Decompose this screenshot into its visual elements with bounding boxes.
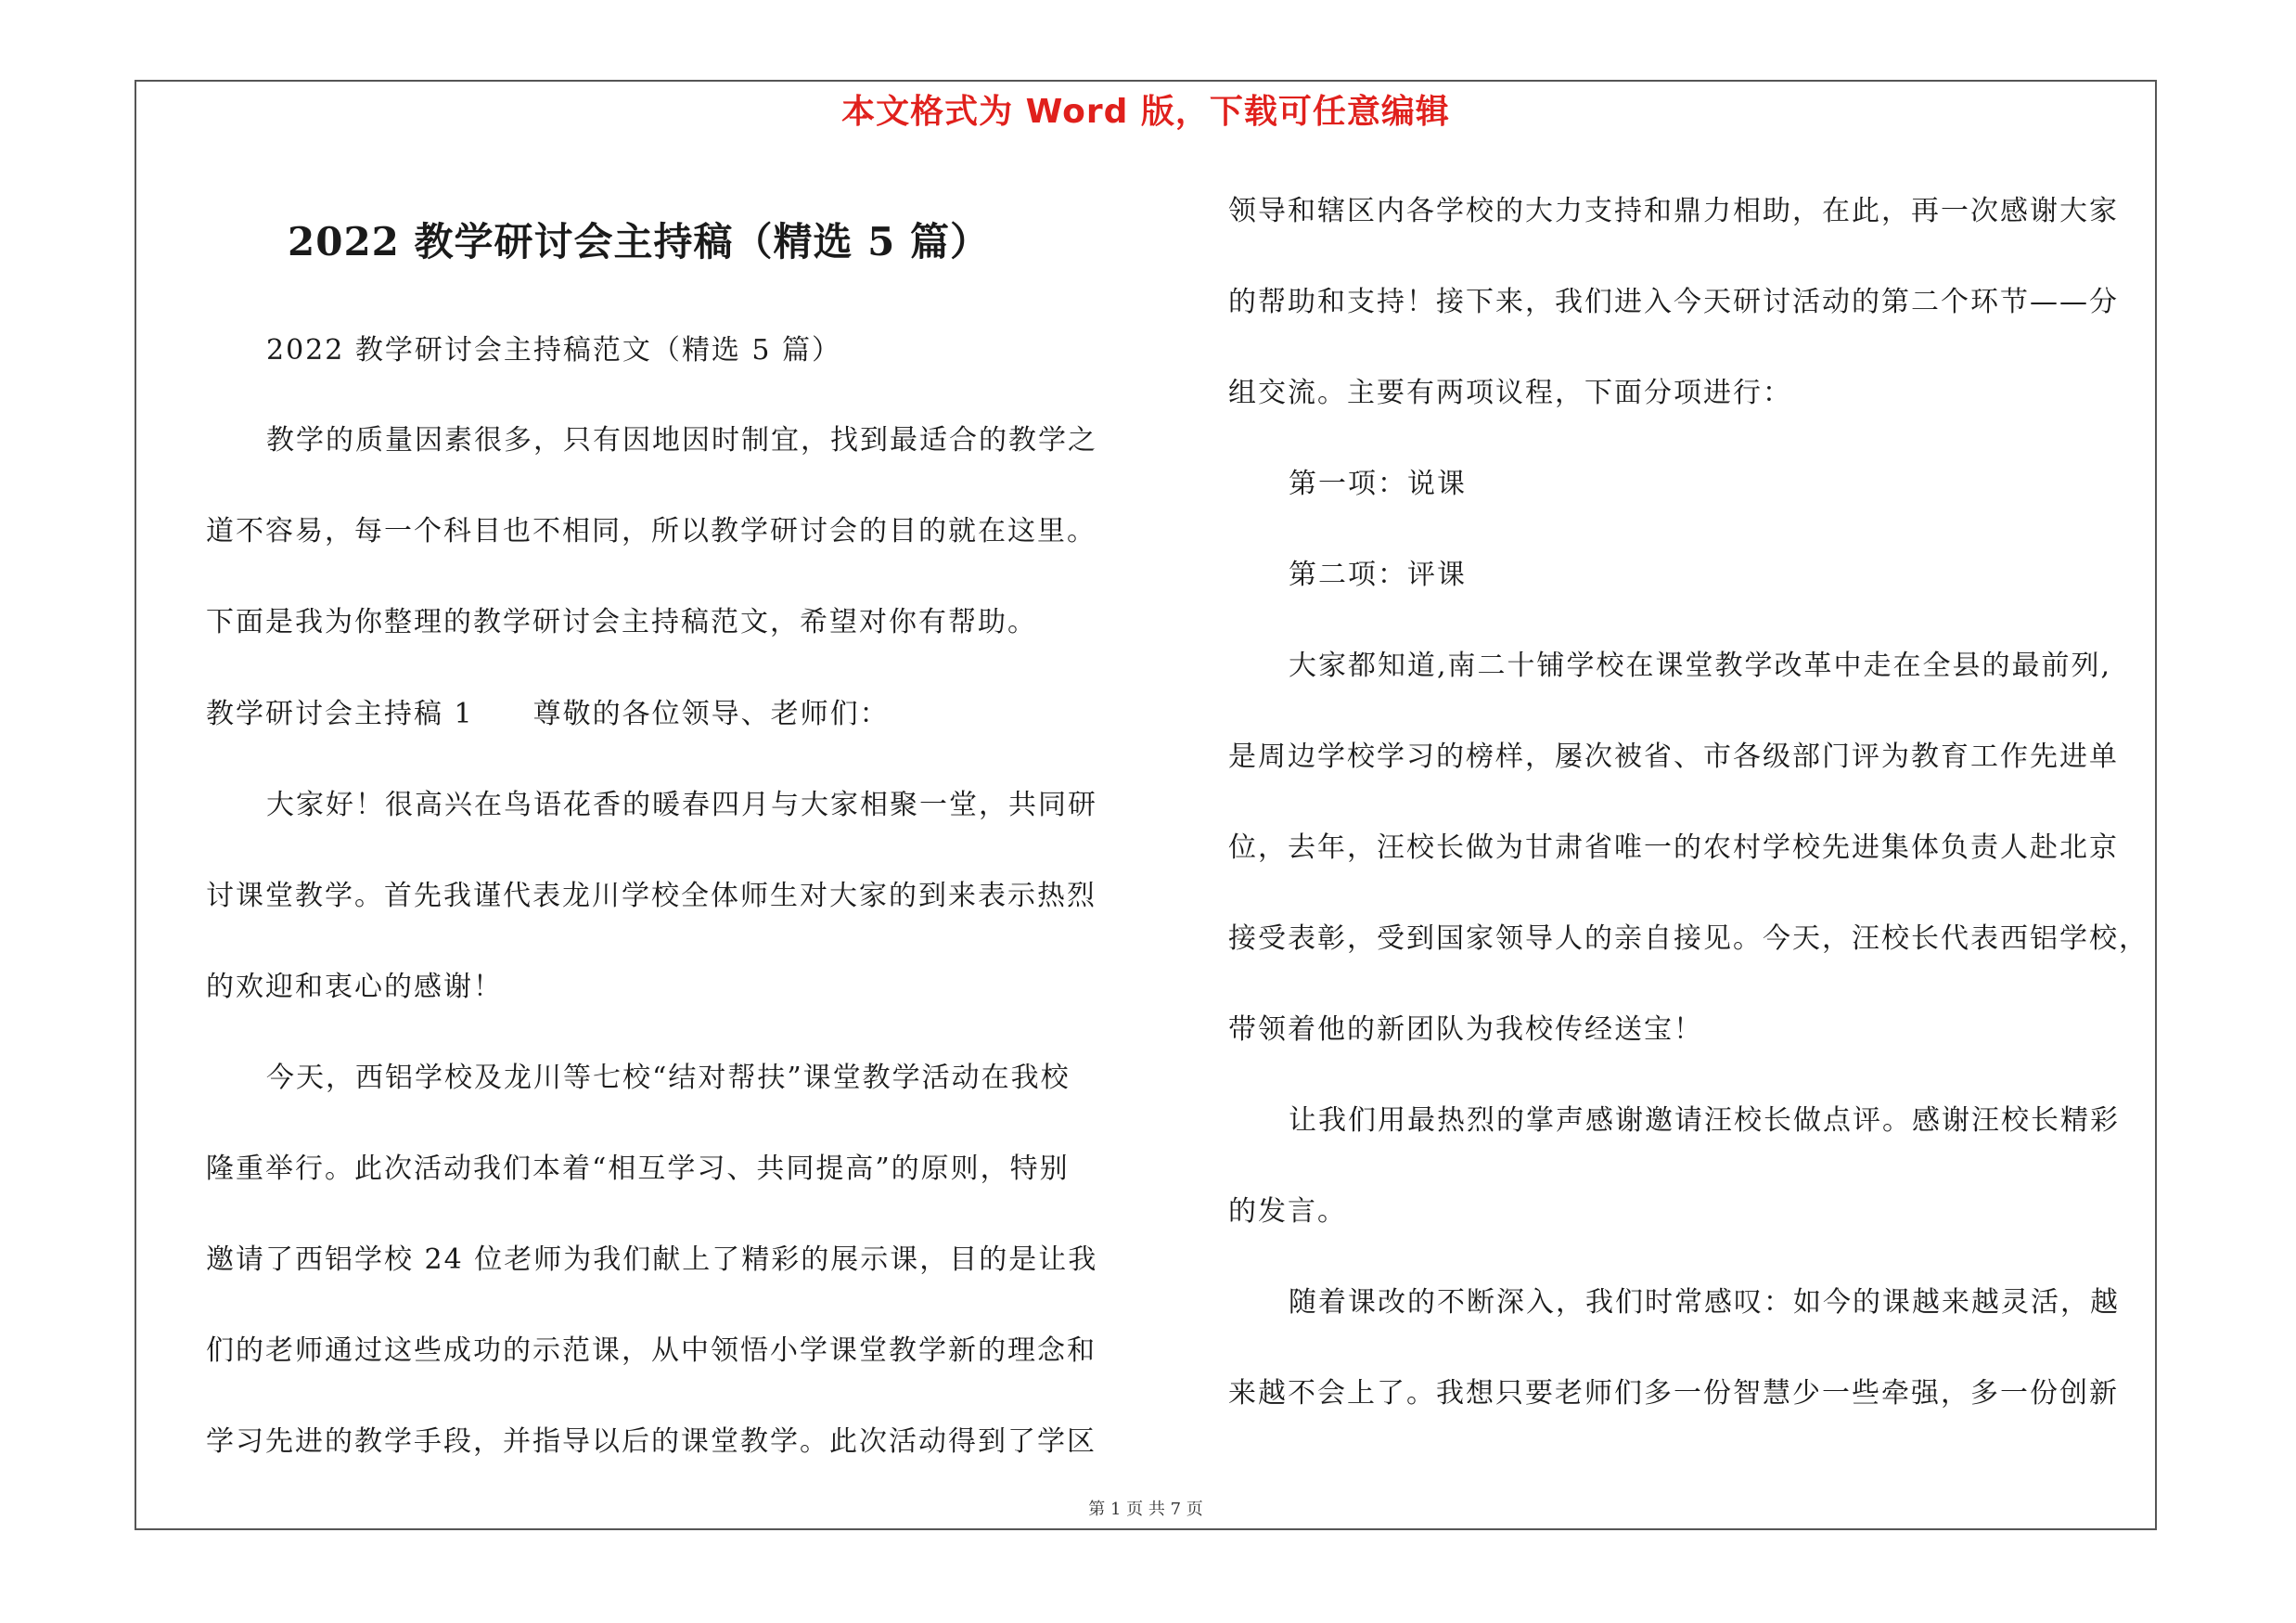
text-line: 带领着他的新团队为我校传经送宝！ (1228, 1013, 1703, 1046)
text-line: 的发言。 (1228, 1195, 1347, 1228)
text-line: 们的老师通过这些成功的示范课，从中领悟小学课堂教学新的理念和 (206, 1334, 1097, 1367)
text-line: 组交流。主要有两项议程，下面分项进行： (1228, 377, 1792, 409)
text-line: 随着课改的不断深入，我们时常感叹：如今的课越来越灵活，越 (1289, 1286, 2120, 1319)
text-line: 讨课堂教学。首先我谨代表龙川学校全体师生对大家的到来表示热烈 (206, 880, 1097, 912)
text-line: 下面是我为你整理的教学研讨会主持稿范文，希望对你有帮助。 (206, 606, 1037, 638)
text-line: 第二项：评课 (1289, 559, 1467, 591)
text-line: 来越不会上了。我想只要老师们多一份智慧少一些牵强，多一份创新 (1228, 1377, 2119, 1410)
text-line: 邀请了西铝学校 24 位老师为我们献上了精彩的展示课，目的是让我 (206, 1243, 1098, 1276)
text-line: 大家好！很高兴在鸟语花香的暖春四月与大家相聚一堂，共同研 (266, 789, 1097, 821)
text-line: 领导和辖区内各学校的大力支持和鼎力相助，在此，再一次感谢大家 (1228, 195, 2119, 227)
text-line: 是周边学校学习的榜样，屡次被省、市各级部门评为教育工作先进单 (1228, 741, 2119, 773)
text-line: 让我们用最热烈的掌声感谢邀请汪校长做点评。感谢汪校长精彩 (1289, 1104, 2120, 1137)
text-line: 的帮助和支持！接下来，我们进入今天研讨活动的第二个环节——分 (1228, 286, 2119, 318)
subtitle-line: 2022 教学研讨会主持稿范文（精选 5 篇） (266, 334, 842, 367)
document-title: 2022 教学研讨会主持稿（精选 5 篇） (288, 219, 990, 264)
text-line: 大家都知道,南二十铺学校在课堂教学改革中走在全县的最前列, (1289, 650, 2112, 682)
section-heading-line: 教学研讨会主持稿 1 尊敬的各位领导、老师们： (206, 698, 890, 730)
text-line: 学习先进的教学手段，并指导以后的课堂教学。此次活动得到了学区 (206, 1425, 1097, 1458)
text-line: 的欢迎和衷心的感谢！ (206, 971, 503, 1003)
text-line: 今天，西铝学校及龙川等七校“结对帮扶”课堂教学活动在我校 (266, 1062, 1071, 1094)
text-line: 接受表彰，受到国家领导人的亲自接见。今天，汪校长代表西铝学校， (1228, 922, 2148, 955)
text-line: 道不容易，每一个科目也不相同，所以教学研讨会的目的就在这里。 (206, 515, 1097, 547)
text-line: 隆重举行。此次活动我们本着“相互学习、共同提高”的原则，特别 (206, 1153, 1070, 1185)
text-line: 第一项：说课 (1289, 468, 1467, 500)
format-notice-banner: 本文格式为 Word 版，下载可任意编辑 (841, 93, 1450, 131)
page-number-footer: 第 1 页 共 7 页 (1088, 1500, 1203, 1519)
text-line: 教学的质量因素很多，只有因地因时制宜，找到最适合的教学之 (266, 424, 1097, 457)
text-line: 位，去年，汪校长做为甘肃省唯一的农村学校先进集体负责人赴北京 (1228, 831, 2119, 864)
